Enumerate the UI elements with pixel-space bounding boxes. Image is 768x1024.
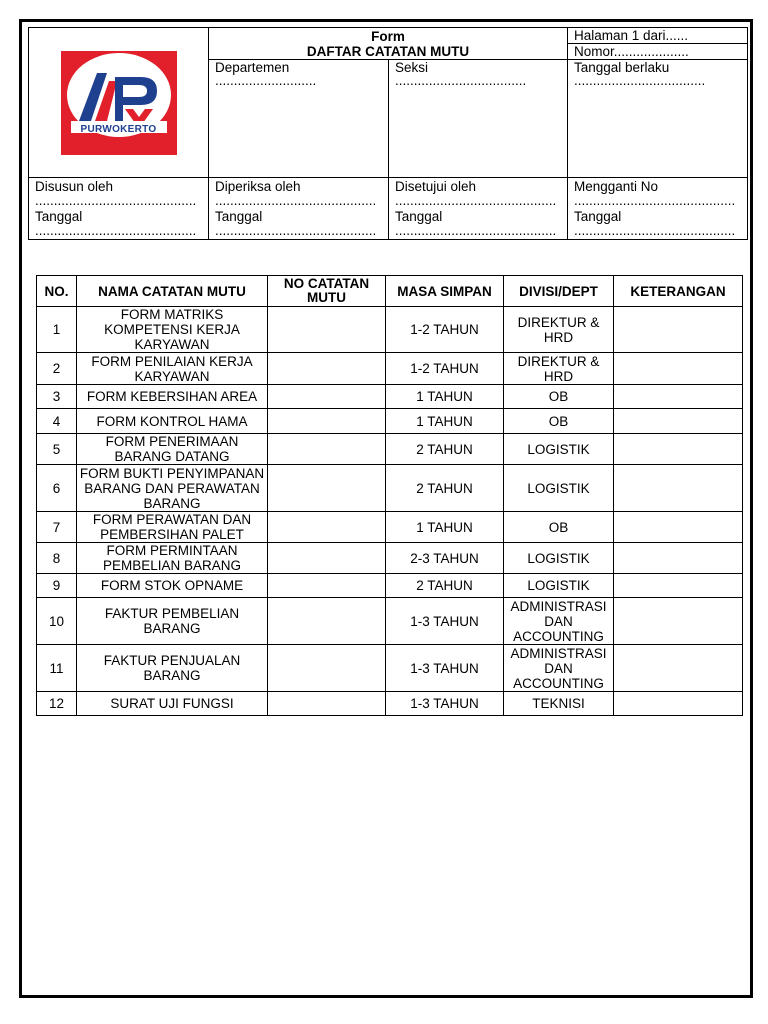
departemen-field: ........................... [215,73,317,88]
cell-nama: FORM BUKTI PENYIMPANAN BARANG DAN PERAWATAN BARANG [77,465,268,512]
col-header-masa-simpan: MASA SIMPAN [386,276,504,307]
seksi-cell [389,60,568,178]
cell-masa-simpan: 1 TAHUN [386,385,504,409]
col-header-nama: NAMA CATATAN MUTU [77,276,268,307]
cell-no: 2 [37,353,77,385]
company-logo [61,51,177,155]
table-row [37,543,743,574]
cell-masa-simpan: 2 TAHUN [386,465,504,512]
cell-no: 1 [37,307,77,353]
cell-keterangan [614,574,743,598]
form-title: DAFTAR CATATAN MUTU [306,44,470,59]
cell-nama: FORM MATRIKS KOMPETENSI KERJA KARYAWAN [77,307,268,353]
cell-nama: FORM PENERIMAAN BARANG DATANG [77,434,268,465]
signature-date-line: ........................................... [35,223,197,238]
cell-keterangan [614,307,743,353]
signature-date-line: ........................................... [574,223,736,238]
signature-date-line: ........................................... [395,223,557,238]
signature-date-line: ........................................... [215,223,377,238]
cell-masa-simpan: 1-3 TAHUN [386,598,504,645]
signature-mengganti [568,178,748,240]
table-row [37,598,743,645]
signature-date-label: Tanggal [395,209,443,224]
nomor-field: Nomor.................... [574,44,689,59]
table-row [37,409,743,434]
signature-label: Disetujui oleh [395,179,477,194]
cell-keterangan [614,409,743,434]
cell-masa-simpan: 1 TAHUN [386,409,504,434]
cell-no-catatan [268,307,386,353]
cell-masa-simpan: 1-3 TAHUN [386,692,504,716]
cell-no: 11 [37,645,77,692]
cell-no: 10 [37,598,77,645]
cell-divisi: LOGISTIK [504,434,614,465]
cell-divisi: LOGISTIK [504,543,614,574]
cell-divisi: DIREKTUR & HRD [504,307,614,353]
cell-no-catatan [268,645,386,692]
departemen-label: Departemen [215,60,290,75]
signature-label: Diperiksa oleh [215,179,301,194]
cell-no-catatan [268,512,386,543]
table-row [37,692,743,716]
cell-divisi: OB [504,385,614,409]
cell-nama: FORM KEBERSIHAN AREA [77,385,268,409]
logo-cell [29,28,209,178]
cell-keterangan [614,645,743,692]
cell-masa-simpan: 1-2 TAHUN [386,307,504,353]
table-row [37,353,743,385]
form-title-cell [209,28,568,60]
cell-divisi: ADMINISTRASI DAN ACCOUNTING [504,598,614,645]
cell-no-catatan [268,385,386,409]
cell-keterangan [614,434,743,465]
cell-keterangan [614,465,743,512]
cell-no: 4 [37,409,77,434]
signature-label: Mengganti No [574,179,659,194]
cell-masa-simpan: 1-3 TAHUN [386,645,504,692]
signature-disusun [29,178,209,240]
cell-no-catatan [268,598,386,645]
cell-nama: FORM KONTROL HAMA [77,409,268,434]
seksi-field: ................................... [395,73,527,88]
cell-nama: FORM STOK OPNAME [77,574,268,598]
logo-text: PURWOKERTO [80,123,157,135]
cell-divisi: LOGISTIK [504,574,614,598]
records-table [36,275,743,716]
cell-no: 7 [37,512,77,543]
cell-no-catatan [268,543,386,574]
cell-keterangan [614,353,743,385]
cell-no: 9 [37,574,77,598]
cell-keterangan [614,598,743,645]
col-header-keterangan: KETERANGAN [614,276,743,307]
signature-date-label: Tanggal [35,209,83,224]
table-header-row [37,276,743,307]
cell-no: 12 [37,692,77,716]
cell-no: 3 [37,385,77,409]
cell-no-catatan [268,409,386,434]
form-label: Form [371,29,405,44]
cell-nama: FORM PENILAIAN KERJA KARYAWAN [77,353,268,385]
signature-line: ........................................... [215,193,377,208]
table-row [37,574,743,598]
cell-nama: FORM PERMINTAAN PEMBELIAN BARANG [77,543,268,574]
cell-no: 8 [37,543,77,574]
cell-no-catatan [268,692,386,716]
cell-nama: FORM PERAWATAN DAN PEMBERSIHAN PALET [77,512,268,543]
cell-divisi: TEKNISI [504,692,614,716]
cell-nama: SURAT UJI FUNGSI [77,692,268,716]
cell-keterangan [614,543,743,574]
signature-line: ........................................... [35,193,197,208]
cell-no-catatan [268,574,386,598]
col-header-no: NO. [37,276,77,307]
signature-line: ........................................... [574,193,736,208]
table-row [37,512,743,543]
cell-masa-simpan: 2 TAHUN [386,434,504,465]
table-row [37,465,743,512]
signature-line: ........................................... [395,193,557,208]
cell-no-catatan [268,465,386,512]
cell-divisi: DIREKTUR & HRD [504,353,614,385]
cell-masa-simpan: 1-2 TAHUN [386,353,504,385]
cell-no: 5 [37,434,77,465]
tanggal-berlaku-field: ................................... [574,73,706,88]
table-row [37,645,743,692]
cell-masa-simpan: 2-3 TAHUN [386,543,504,574]
signature-label: Disusun oleh [35,179,114,194]
cell-nama: FAKTUR PENJUALAN BARANG [77,645,268,692]
tanggal-berlaku-cell [568,60,748,178]
tanggal-berlaku-label: Tanggal berlaku [574,60,670,75]
cell-no-catatan [268,434,386,465]
cell-no: 6 [37,465,77,512]
cell-divisi: OB [504,409,614,434]
halaman-cell [568,28,748,44]
cell-masa-simpan: 2 TAHUN [386,574,504,598]
signature-diperiksa [209,178,389,240]
cell-keterangan [614,512,743,543]
cell-no-catatan [268,353,386,385]
table-row [37,307,743,353]
cell-keterangan [614,692,743,716]
cell-divisi: OB [504,512,614,543]
signature-disetujui [389,178,568,240]
departemen-cell [209,60,389,178]
col-header-no-catatan: NO CATATAN MUTU [268,276,386,307]
nomor-cell [568,44,748,60]
table-row [37,385,743,409]
cell-nama: FAKTUR PEMBELIAN BARANG [77,598,268,645]
table-row [37,434,743,465]
seksi-label: Seksi [395,60,429,75]
cell-divisi: LOGISTIK [504,465,614,512]
col-header-divisi: DIVISI/DEPT [504,276,614,307]
halaman-field: Halaman 1 dari...... [574,28,689,43]
signature-date-label: Tanggal [574,209,622,224]
cell-divisi: ADMINISTRASI DAN ACCOUNTING [504,645,614,692]
signature-date-label: Tanggal [215,209,263,224]
cell-keterangan [614,385,743,409]
form-header [28,27,748,240]
cell-masa-simpan: 1 TAHUN [386,512,504,543]
